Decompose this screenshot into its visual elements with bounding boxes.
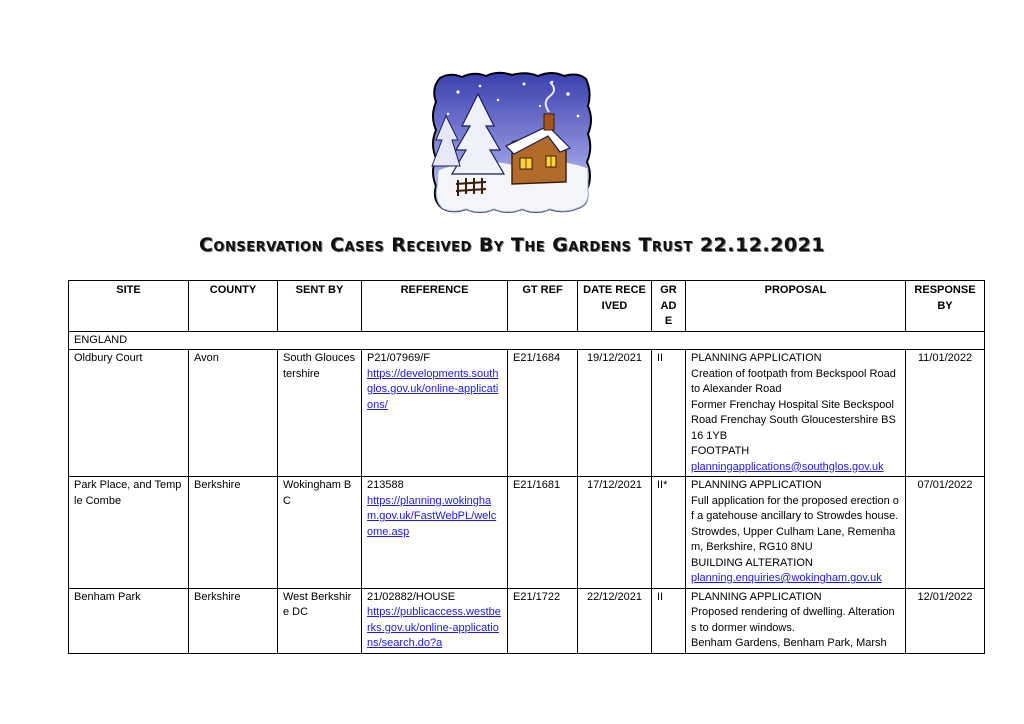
grade-cell: II* (652, 477, 686, 589)
grade-cell: II (652, 350, 686, 477)
region-row (69, 331, 985, 350)
reference-cell (362, 588, 508, 653)
date-received-cell: 19/12/2021 (578, 350, 652, 477)
table-row (69, 588, 985, 653)
sent-by-cell: South Gloucestershire (278, 350, 362, 477)
proposal-address: Benham Gardens, Benham Park, Marsh (691, 637, 887, 649)
reference-code: 213588 (367, 479, 404, 491)
proposal-address: Former Frenchay Hospital Site Beckspool Road Frenchay South Gloucestershire BS16 1YB (691, 398, 896, 442)
header-site: SITE (69, 281, 189, 332)
grade-cell: II (652, 588, 686, 653)
reference-code: P21/07969/F (367, 352, 430, 364)
response-by-cell: 11/01/2022 (906, 350, 985, 477)
proposal-cell (686, 350, 906, 477)
site-cell: Park Place, and Temple Combe (69, 477, 189, 589)
site-cell: Oldbury Court (69, 350, 189, 477)
document-title: Conservation Cases Received By The Gardens Trust 22.12.2021 (198, 234, 826, 256)
proposal-email-link[interactable]: planningapplications@southglos.gov.uk (691, 460, 884, 473)
proposal-text: Full application for the proposed erection of a gatehouse ancillary to Strowdes house. (691, 494, 899, 522)
county-cell: Berkshire (189, 588, 278, 653)
proposal-category: BUILDING ALTERATION (691, 556, 813, 569)
date-received-cell: 22/12/2021 (578, 588, 652, 653)
header-county: COUNTY (189, 281, 278, 332)
reference-link[interactable]: https://planning.wokingham.gov.uk/FastWebPL/welcome.asp (367, 494, 497, 538)
conservation-cases-table (68, 280, 985, 654)
table-row (69, 350, 985, 477)
proposal-type: PLANNING APPLICATION (691, 590, 822, 603)
table-header-row (69, 281, 985, 332)
county-cell: Avon (189, 350, 278, 477)
header-date-received: DATE RECEIVED (578, 281, 652, 332)
proposal-cell (686, 588, 906, 653)
reference-link[interactable]: https://publicaccess.westberks.gov.uk/online-applications/search.do?a (367, 606, 501, 649)
proposal-type: PLANNING APPLICATION (691, 352, 822, 364)
proposal-cell (686, 477, 906, 589)
header-grade: GR AD E (652, 281, 686, 332)
region-label: ENGLAND (69, 331, 985, 350)
table-row (69, 477, 985, 589)
response-by-cell: 12/01/2022 (906, 588, 985, 653)
header-gt-ref: GT REF (508, 281, 578, 332)
header-reference: REFERENCE (362, 281, 508, 332)
proposal-text: Creation of footpath from Beckspool Road to Alexander Road (691, 367, 896, 395)
site-cell: Benham Park (69, 588, 189, 653)
gt-ref-cell: E21/1722 (508, 588, 578, 653)
reference-code: 21/02882/HOUSE (367, 590, 456, 603)
proposal-category: FOOTPATH (691, 445, 750, 457)
gt-ref-cell: E21/1681 (508, 477, 578, 589)
sent-by-cell: West Berkshire DC (278, 588, 362, 653)
proposal-address: Strowdes, Upper Culham Lane, Remenham, Berkshire, RG10 8NU (691, 525, 896, 553)
date-received-cell: 17/12/2021 (578, 477, 652, 589)
proposal-text: Proposed rendering of dwelling. Alterations to dormer windows. (691, 606, 895, 634)
sent-by-cell: Wokingham BC (278, 477, 362, 589)
reference-link[interactable]: https://developments.southglos.gov.uk/online-applications/ (367, 367, 499, 411)
reference-cell (362, 477, 508, 589)
proposal-email-link[interactable]: planning.enquiries@wokingham.gov.uk (691, 572, 882, 584)
gt-ref-cell: E21/1684 (508, 350, 578, 477)
response-by-cell: 07/01/2022 (906, 477, 985, 589)
proposal-type: PLANNING APPLICATION (691, 479, 822, 491)
header-proposal: PROPOSAL (686, 281, 906, 332)
winter-cottage-illustration (428, 70, 594, 215)
county-cell: Berkshire (189, 477, 278, 589)
reference-cell (362, 350, 508, 477)
header-sent-by: SENT BY (278, 281, 362, 332)
header-response-by: RESPONSE BY (906, 281, 985, 332)
